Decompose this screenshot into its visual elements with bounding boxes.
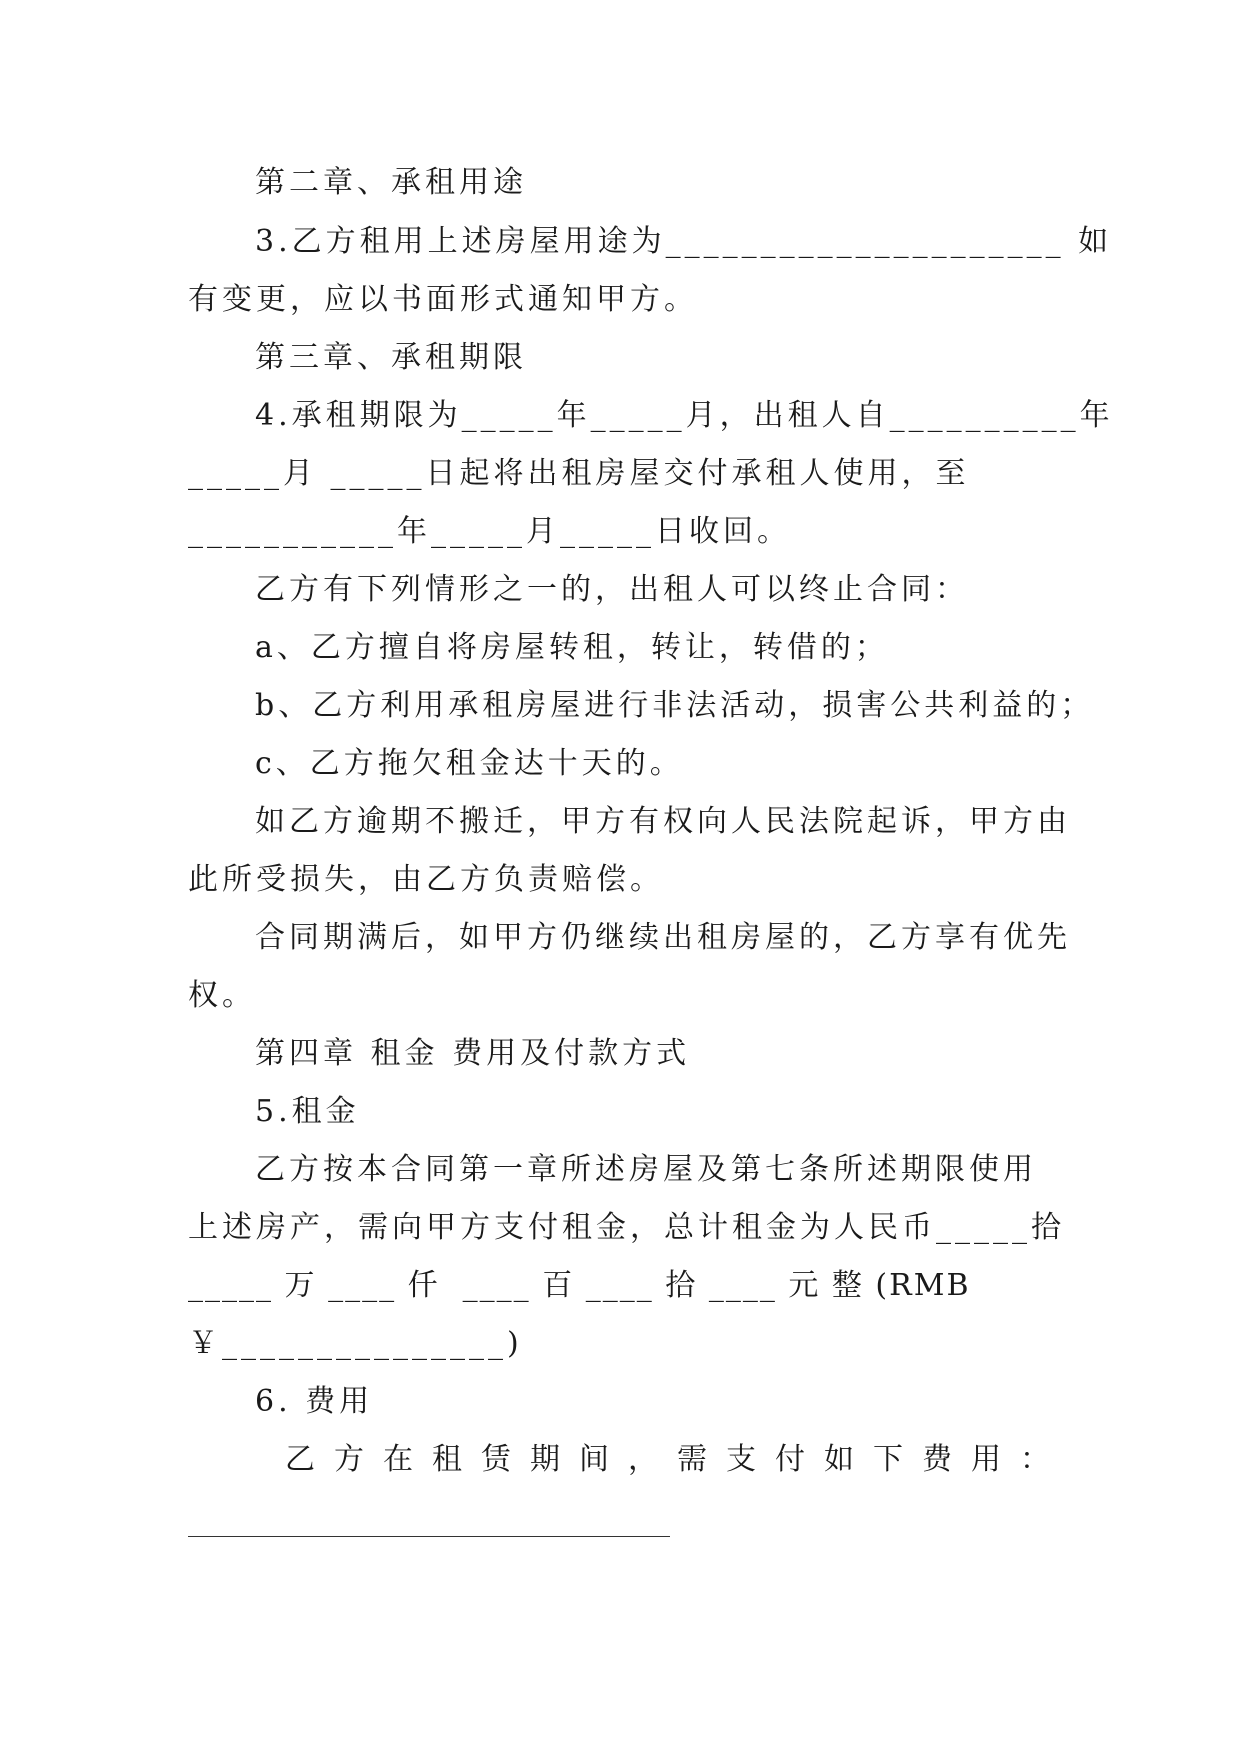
clause-3-line-2: 有变更，应以书面形式通知甲方。: [188, 282, 698, 317]
priority-line-2: 权。: [188, 978, 256, 1013]
chapter-2-heading: 第二章、承租用途: [255, 165, 527, 200]
chapter-3-heading: 第三章、承租期限: [255, 340, 527, 375]
chapter-4-heading: 第四章 租金 费用及付款方式: [255, 1036, 691, 1071]
clause-3-line-1: 3.乙方租用上述房屋用途为_____________________ 如: [255, 224, 1113, 259]
rent-line-2: 上述房产，需向甲方支付租金，总计租金为人民币_____拾: [188, 1210, 1065, 1245]
fees-line-1: 乙方在租赁期间，需支付如下费用：: [285, 1442, 1069, 1477]
clause-5-heading: 5.租金: [255, 1094, 360, 1129]
termination-item-a: a、乙方擅自将房屋转租，转让，转借的；: [255, 630, 889, 665]
clause-4-line-2: _____月 _____日起将出租房屋交付承租人使用，至: [188, 456, 970, 491]
termination-item-c: c、乙方拖欠租金达十天的。: [255, 746, 684, 781]
termination-intro: 乙方有下列情形之一的，出租人可以终止合同：: [255, 572, 969, 607]
clause-4-line-3: ___________年_____月_____日收回。: [188, 514, 791, 549]
priority-line-1: 合同期满后，如甲方仍继续出租房屋的，乙方享有优先: [255, 920, 1071, 955]
overdue-line-2: 此所受损失，由乙方负责赔偿。: [188, 862, 664, 897]
rent-line-1: 乙方按本合同第一章所述房屋及第七条所述期限使用: [255, 1152, 1037, 1187]
clause-4-line-1: 4.承租期限为_____年_____月，出租人自__________年: [255, 398, 1114, 433]
rent-line-3: _____ 万 ____ 仟 ____ 百 ____ 拾 ____ 元 整 (RMB: [188, 1268, 971, 1303]
termination-item-b: b、乙方利用承租房屋进行非法活动，损害公共利益的；: [255, 688, 1095, 723]
rent-line-4: ￥_______________): [188, 1326, 523, 1361]
overdue-line-1: 如乙方逾期不搬迁，甲方有权向人民法院起诉，甲方由: [255, 804, 1071, 839]
clause-6-heading: 6. 费用: [255, 1384, 374, 1419]
fees-blank-line: [188, 1536, 670, 1537]
